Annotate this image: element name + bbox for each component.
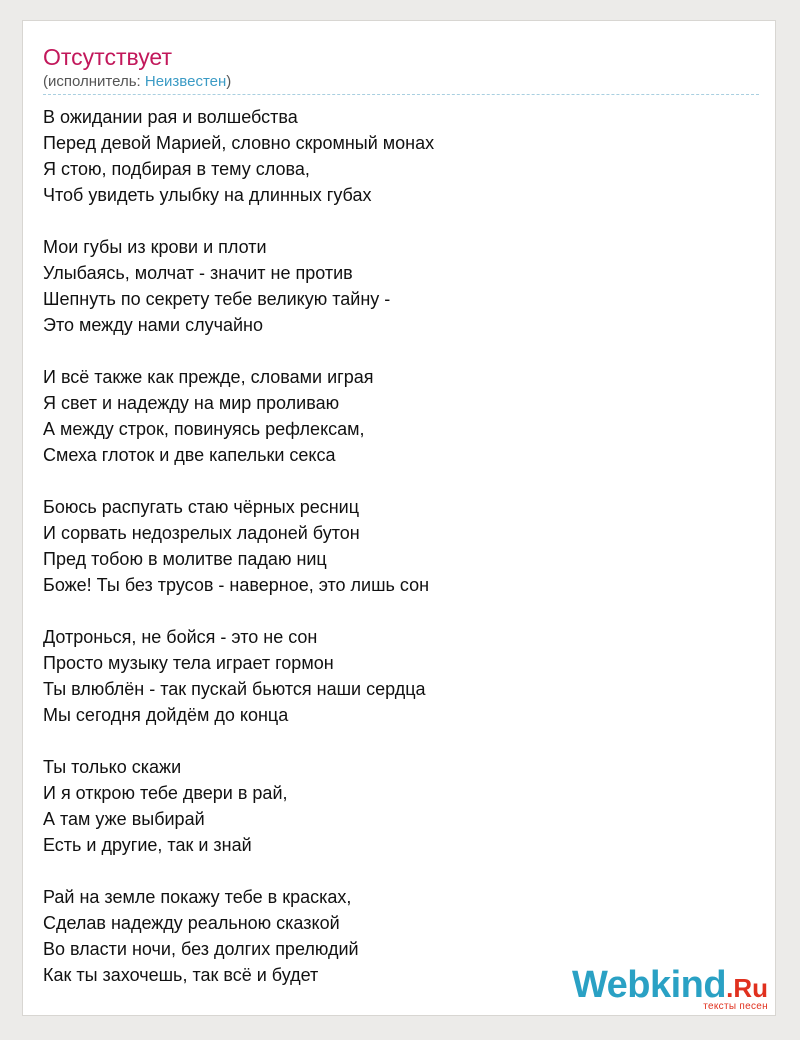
logo-main-text: Webkind xyxy=(571,964,727,1006)
lyric-line: Боюсь распугать стаю чёрных ресниц xyxy=(43,497,360,517)
lyric-line: Я стою, подбирая в тему слова, xyxy=(43,159,310,179)
stanza xyxy=(43,234,434,338)
stanza xyxy=(43,104,434,208)
lyric-line: В ожидании рая и волшебства xyxy=(43,107,298,127)
lyric-line: Я свет и надежду на мир проливаю xyxy=(43,393,340,413)
lyric-line: Улыбаясь, молчат - значит не против xyxy=(43,263,353,283)
lyric-line: Чтоб увидеть улыбку на длинных губах xyxy=(43,185,372,205)
stanza xyxy=(43,494,434,598)
lyric-line: Ты влюблён - так пускай бьются наши сердца xyxy=(43,679,426,699)
lyric-line: Перед девой Марией, словно скромный монах xyxy=(43,133,435,153)
lyrics-card xyxy=(22,20,776,1016)
lyric-line: А там уже выбирай xyxy=(43,809,205,829)
lyric-line: Ты только скажи xyxy=(43,757,182,777)
lyric-line: Во власти ночи, без долгих прелюдий xyxy=(43,939,359,959)
header-divider xyxy=(43,94,759,95)
lyric-line: Как ты захочешь, так всё и будет xyxy=(43,965,319,985)
lyric-line: Дотронься, не бойся - это не сон xyxy=(43,627,318,647)
artist-suffix: ) xyxy=(226,73,232,90)
stanza xyxy=(43,884,434,988)
lyric-line: Пред тобою в молитве падаю ниц xyxy=(43,549,327,569)
lyric-line: И сорвать недозрелых ладоней бутон xyxy=(43,523,360,543)
lyric-line: Сделав надежду реальною сказкой xyxy=(43,913,340,933)
lyric-line: Мои губы из крови и плоти xyxy=(43,237,267,257)
lyric-line: И всё также как прежде, словами играя xyxy=(43,367,374,387)
artist-link[interactable]: Неизвестен xyxy=(144,73,227,90)
webkind-logo[interactable] xyxy=(572,966,768,1012)
lyric-line: И я открою тебе двери в рай, xyxy=(43,783,288,803)
lyric-line: Это между нами случайно xyxy=(43,315,263,335)
logo-tld-text: .Ru xyxy=(726,973,768,1003)
lyric-line: Есть и другие, так и знай xyxy=(43,835,252,855)
lyric-line: Смеха глоток и две капельки секса xyxy=(43,445,336,465)
lyric-line: Мы сегодня дойдём до конца xyxy=(43,705,289,725)
logo-subtitle: тексты песен xyxy=(703,1001,768,1012)
lyric-line: А между строк, повинуясь рефлексам, xyxy=(43,419,365,439)
lyrics-body xyxy=(43,104,434,1014)
stanza xyxy=(43,754,434,858)
lyric-line: Шепнуть по секрету тебе великую тайну - xyxy=(43,289,391,309)
lyric-line: Боже! Ты без трусов - наверное, это лишь сон xyxy=(43,575,430,595)
stanza xyxy=(43,624,434,728)
lyric-line: Просто музыку тела играет гормон xyxy=(43,653,334,673)
lyric-line: Рай на земле покажу тебе в красках, xyxy=(43,887,352,907)
artist-prefix: (исполнитель: xyxy=(43,73,145,90)
song-title: Отсутствует xyxy=(43,44,172,70)
artist-line xyxy=(43,73,231,91)
stanza xyxy=(43,364,434,468)
